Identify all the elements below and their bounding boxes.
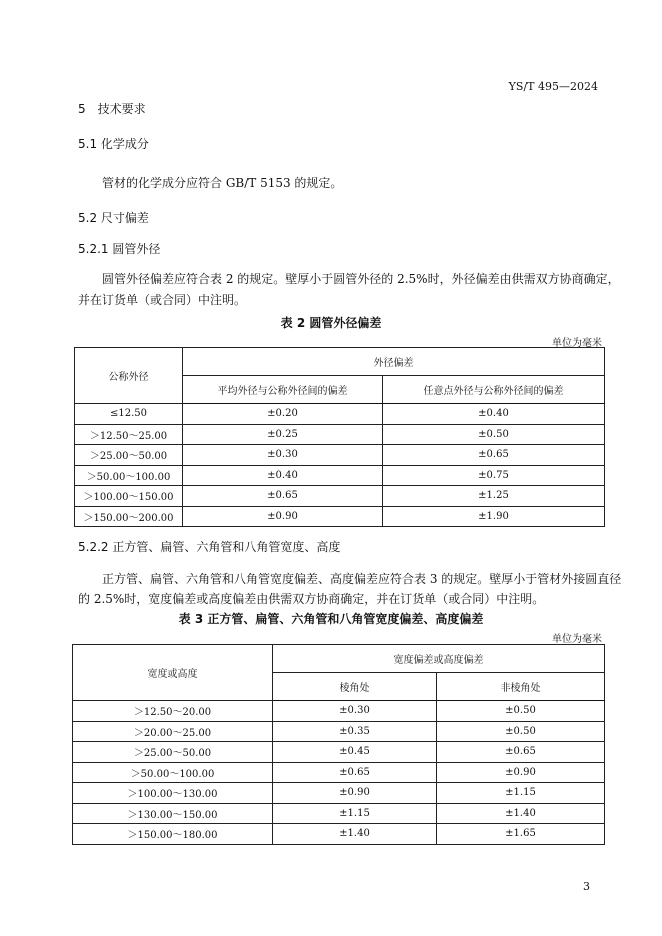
table-cell: ±0.90 [183, 506, 383, 527]
table3-header-group: 宽度偏差或高度偏差 [273, 645, 605, 673]
table-cell: ±0.30 [183, 445, 383, 466]
table-cell: ＞150.00～180.00 [73, 824, 273, 845]
table-cell: ±0.65 [437, 742, 605, 763]
section-heading-5-1: 5.1 化学成分 [78, 137, 149, 151]
table-cell: ±0.40 [383, 404, 605, 425]
table3-unit: 单位为毫米 [552, 634, 602, 645]
table-cell: ±0.25 [183, 424, 383, 445]
table-cell: ±0.65 [273, 762, 437, 783]
table2-caption: 表 2 圆管外径偏差 [280, 316, 382, 330]
paragraph-shaped-tube-line-1: 正方管、扁管、六角管和八角管宽度偏差、高度偏差应符合表 3 的规定。壁厚小于管材外接圆直径 [102, 572, 622, 586]
paragraph-chemical-composition: 管材的化学成分应符合 GB/T 5153 的规定。 [102, 176, 343, 190]
table-cell: ±0.50 [383, 424, 605, 445]
table2-unit: 单位为毫米 [552, 338, 602, 349]
table2 [74, 347, 605, 527]
page-number: 3 [583, 880, 590, 893]
section-heading-5-2: 5.2 尺寸偏差 [78, 211, 149, 225]
table-cell: ＞50.00～100.00 [73, 762, 273, 783]
table-row [75, 404, 605, 425]
table-cell: ±0.65 [183, 486, 383, 507]
table-cell: ±1.15 [437, 783, 605, 804]
table-row [73, 742, 605, 763]
table-row [73, 762, 605, 783]
table-cell: ±0.30 [273, 701, 437, 722]
table-cell: ±0.75 [383, 465, 605, 486]
table3-header-main: 宽度或高度 [73, 645, 273, 701]
section-heading-5: 5 技术要求 [78, 102, 146, 116]
table-cell: ＞50.00～100.00 [75, 465, 183, 486]
table-row [73, 701, 605, 722]
table-cell: ±0.45 [273, 742, 437, 763]
paragraph-round-tube-line-2: 并在订货单（或合同）中注明。 [78, 293, 247, 307]
table-cell: ≤12.50 [75, 404, 183, 425]
table-cell: ±0.65 [383, 445, 605, 466]
table-cell: ±1.40 [437, 803, 605, 824]
table-row [75, 465, 605, 486]
paragraph-round-tube-line-1: 圆管外径偏差应符合表 2 的规定。壁厚小于圆管外径的 2.5%时，外径偏差由供需双方协商确定， [102, 272, 620, 286]
table-cell: ±0.90 [437, 762, 605, 783]
standard-number: YS/T 495—2024 [508, 80, 598, 93]
table-cell: ±1.25 [383, 486, 605, 507]
table2-header-b: 任意点外径与公称外径间的偏差 [383, 376, 605, 404]
table3-header-a: 棱角处 [273, 673, 437, 701]
table-row [75, 506, 605, 527]
table2-header-main: 公称外径 [75, 348, 183, 404]
table-cell: ±0.20 [183, 404, 383, 425]
table-cell: ＞130.00～150.00 [73, 803, 273, 824]
table3-header-b: 非棱角处 [437, 673, 605, 701]
table-cell: ＞150.00～200.00 [75, 506, 183, 527]
table-row [73, 803, 605, 824]
table-cell: ±0.50 [437, 701, 605, 722]
table-cell: ＞12.50～25.00 [75, 424, 183, 445]
table-cell: ＞25.00～50.00 [73, 742, 273, 763]
table-row [73, 721, 605, 742]
table-cell: ±1.65 [437, 824, 605, 845]
table3-caption: 表 3 正方管、扁管、六角管和八角管宽度偏差、高度偏差 [178, 612, 484, 626]
table-cell: ＞20.00～25.00 [73, 721, 273, 742]
table-row [73, 824, 605, 845]
table2-header-a: 平均外径与公称外径间的偏差 [183, 376, 383, 404]
section-heading-5-2-2: 5.2.2 正方管、扁管、六角管和八角管宽度、高度 [78, 540, 341, 554]
table-row [75, 445, 605, 466]
table-cell: ±1.40 [273, 824, 437, 845]
paragraph-shaped-tube-line-2: 的 2.5%时，宽度偏差或高度偏差由供需双方协商确定，并在订货单（或合同）中注明。 [78, 592, 545, 606]
table-cell: ±0.90 [273, 783, 437, 804]
table-row [75, 486, 605, 507]
table-cell: ＞100.00～130.00 [73, 783, 273, 804]
table-row [75, 424, 605, 445]
table-cell: ±0.35 [273, 721, 437, 742]
section-heading-5-2-1: 5.2.1 圆管外径 [78, 242, 161, 256]
table-cell: ＞100.00～150.00 [75, 486, 183, 507]
table-cell: ±1.90 [383, 506, 605, 527]
table-cell: ＞12.50～20.00 [73, 701, 273, 722]
table3 [72, 644, 605, 845]
table2-header-group: 外径偏差 [183, 348, 605, 376]
table-cell: ±0.40 [183, 465, 383, 486]
table-cell: ±0.50 [437, 721, 605, 742]
table-cell: ＞25.00～50.00 [75, 445, 183, 466]
table-row [73, 783, 605, 804]
table-cell: ±1.15 [273, 803, 437, 824]
